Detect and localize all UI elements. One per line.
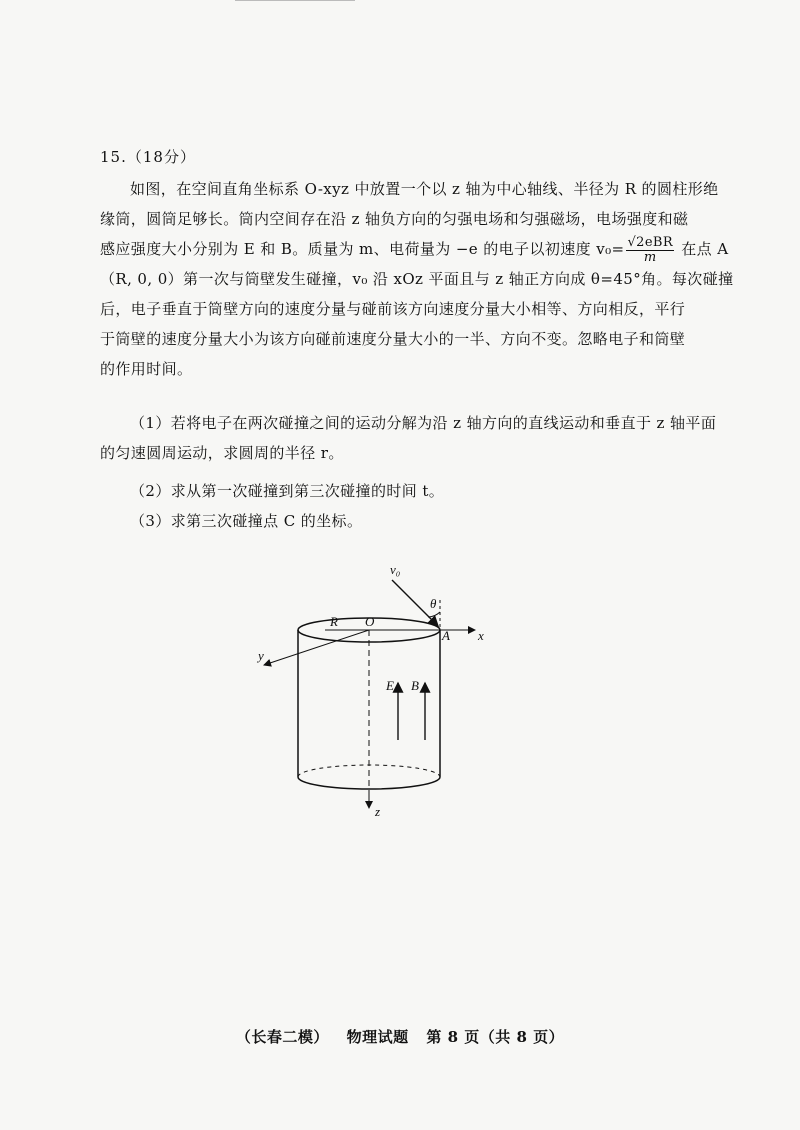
stem-line-7: 的作用时间。 bbox=[100, 360, 193, 378]
stem-line-3-tail: 在点 A bbox=[681, 240, 729, 258]
question-number: 15.（18分） bbox=[100, 148, 196, 166]
label-E: E bbox=[386, 678, 394, 693]
stem-line-5: 后，电子垂直于筒壁方向的速度分量与碰前该方向速度分量大小相等、方向相反，平行 bbox=[100, 300, 686, 318]
stem-line-2: 缘筒，圆筒足够长。筒内空间存在沿 z 轴负方向的匀强电场和匀强磁场，电场强度和磁 bbox=[100, 210, 689, 228]
page-footer bbox=[0, 1026, 800, 1047]
sub-question-1-line-2: 的匀速圆周运动，求圆周的半径 r。 bbox=[100, 444, 344, 462]
cylinder-diagram bbox=[250, 560, 510, 820]
label-theta: θ bbox=[430, 596, 437, 611]
fraction-numerator-text: √2eBR bbox=[627, 234, 674, 250]
fraction-denominator: m bbox=[643, 249, 657, 265]
stem-line-1: 如图，在空间直角坐标系 O-xyz 中放置一个以 z 轴为中心轴线、半径为 R 的圆柱形绝 bbox=[130, 180, 719, 198]
label-v0: v₀ bbox=[390, 562, 401, 577]
sub-question-1 bbox=[100, 408, 717, 468]
label-B: B bbox=[411, 678, 419, 693]
label-y: y bbox=[258, 648, 264, 663]
y-axis bbox=[264, 630, 369, 665]
fraction-numerator bbox=[626, 236, 674, 251]
label-x: x bbox=[478, 628, 484, 643]
footer-subject: 物理试题 bbox=[346, 1028, 409, 1046]
label-R: R bbox=[330, 614, 338, 629]
theta-arc bbox=[428, 612, 440, 617]
sub-question-2: （2）求从第一次碰撞到第三次碰撞的时间 t。 bbox=[130, 482, 445, 500]
stem-line-6: 于筒壁的速度分量大小为该方向碰前速度分量大小的一半、方向不变。忽略电子和筒壁 bbox=[100, 330, 686, 348]
label-O: O bbox=[365, 614, 375, 629]
scan-top-line bbox=[235, 0, 355, 1]
stem-line-4: （R, 0, 0）第一次与筒壁发生碰撞，v₀ 沿 xOz 平面且与 z 轴正方向成 θ=45°角。每次碰撞 bbox=[100, 270, 734, 288]
sub-question-1-line-1: （1）若将电子在两次碰撞之间的运动分解为沿 z 轴方向的直线运动和垂直于 z 轴平面 bbox=[130, 414, 717, 432]
footer-page: 第 8 页（共 8 页） bbox=[426, 1028, 565, 1046]
footer-exam: （长春二模） bbox=[235, 1028, 329, 1046]
initial-velocity-fraction bbox=[626, 236, 674, 265]
label-A: A bbox=[442, 628, 450, 643]
question-stem bbox=[100, 174, 734, 384]
label-z: z bbox=[375, 804, 381, 819]
stem-line-3-text: 感应强度大小分别为 E 和 B。质量为 m、电荷量为 −e 的电子以初速度 v₀= bbox=[100, 240, 625, 258]
stem-line-3 bbox=[100, 234, 729, 265]
sub-question-3: （3）求第三次碰撞点 C 的坐标。 bbox=[130, 512, 363, 530]
